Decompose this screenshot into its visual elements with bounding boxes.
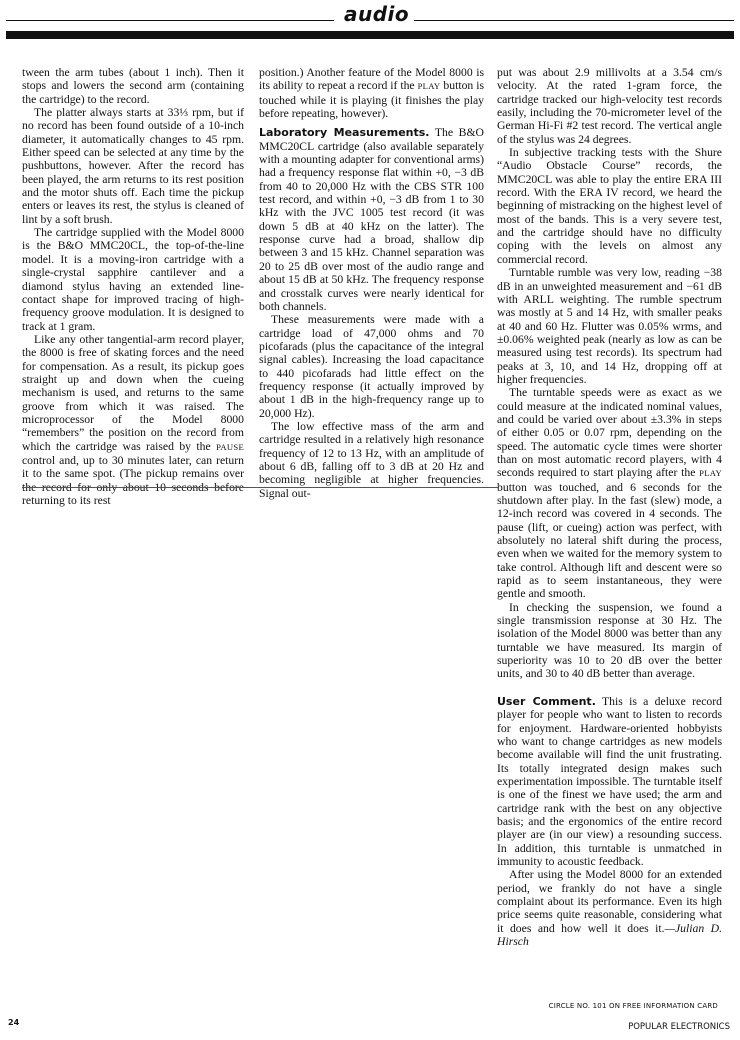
paragraph: position.) Another feature of the Model 8000 is its ability to repeat a record if the PLAY button is touched while it is playing (it finishes the play before repeating, however). (259, 66, 484, 121)
paragraph: These measurements were made with a cartridge load of 47,000 ohms and 70 picofarads (plus the capacitance of the integral signal cables). Increasing the load capacitance to 440 picofarads had little effect on the frequency response (it actually improved by about 1 dB in the high-frequency range up to 20,000 Hz). (259, 313, 484, 420)
column-1 (22, 66, 244, 507)
section-heading-laboratory: Laboratory Measurements. (259, 126, 430, 140)
paragraph: Turntable rumble was very low, reading −38 dB in an unweighted measurement and −61 dB with ARLL weighting. The rumble spectrum was mostly at 5 and 14 Hz, with smaller peaks at 40 and 60 Hz. Flutter was 0.05% wrms, and ±0.06% weighted peak (nearly as low as can be measured using test records). Its spectrum had peaks at 3, 10, and 14 Hz, dropping off at higher frequencies. (497, 266, 722, 386)
paragraph: The cartridge supplied with the Model 8000 is the B&O MMC20CL, the top-of-the-line model. It is a moving-iron cartridge with a single-crystal sapphire cantilever and a diamond stylus having an extended line-contact shape for improved tracing of high-frequency groove modulation. It is designed to track at 1 gram. (22, 226, 244, 333)
column-divider-rule (22, 487, 498, 488)
byline: —Julian D. Hirsch (497, 921, 722, 948)
paragraph: Like any other tangential-arm record player, the 8000 is free of skating forces and the need for compensation. As a result, its pickup goes straight up and down when the cueing mechanism is used, and returns to the same groove from which it was raised. The microprocessor of the Model 8000 “remembers” the position on the record from which the cartridge was raised by the PAUSE control and, up to 30 minutes later, can return it to the same spot. (The pickup remains over the record for only about 10 seconds before returning to its rest (22, 332, 244, 507)
reader-service-note: CIRCLE NO. 101 ON FREE INFORMATION CARD (548, 1002, 718, 1010)
page-number: 24 (8, 1018, 20, 1027)
column-3 (497, 66, 722, 948)
paragraph: tween the arm tubes (about 1 inch). Then it stops and lowers the second arm (containing the cartridge) to the record. (22, 66, 244, 106)
section-title: audio (344, 2, 410, 26)
paragraph: put was about 2.9 millivolts at a 3.54 cm/s velocity. At the rated 1-gram force, the cartridge tracked our high-velocity test records easily, including the 70-micrometer level of the German Hi-Fi #2 test record. The vertical angle of the stylus was 24 degrees. (497, 66, 722, 146)
paragraph: After using the Model 8000 for an extended period, we frankly do not have a single complaint about its performance. Even its high price seems quite reasonable, considering what it does and how well it does it.—Julian D. Hirsch (497, 868, 722, 948)
section-heading-user-comment: User Comment. (497, 694, 596, 708)
paragraph: In checking the suspension, we found a single transmission response at 30 Hz. The isolation of the Model 8000 was better than any turntable we have measured. Its margin of superiority was 10 to 20 dB over the better units, and 30 to 40 dB better than average. (497, 600, 722, 681)
column-2 (259, 66, 484, 500)
header-band (6, 31, 734, 39)
paragraph: The low effective mass of the arm and cartridge resulted in a relatively high resonance frequency of 12 to 13 Hz, with an amplitude of about 6 dB, falling off to 3 dB at 20 Hz and becoming negligible at higher frequencies. Signal out- (259, 419, 484, 500)
paragraph: Laboratory Measurements. The B&O MMC20CL cartridge (also available separately with a mounting adapter for conventional arms) had a frequency response flat within +0, −3 dB from 40 to 20,000 Hz with the CBS STR 100 test record, and within +0, −3 dB from 1 to 30 kHz with the JVC 1005 test record (it was down 5 dB at 40 kHz on the latter). The response curve had a broad, shallow dip between 3 and 15 kHz. Channel separation was 20 to 25 dB over most of the audio range and about 15 dB at 50 kHz. The frequency response and crosstalk curves were nearly identical for both channels. (259, 126, 484, 313)
header-rule-left (6, 20, 334, 21)
paragraph: In subjective tracking tests with the Shure “Audio Obstacle Course” records, the MMC20CL was able to play the entire ERA III record. With the ERA IV record, we heard the beginning of mistracking on the highest level of most of the bands. This is a very severe test, and the cartridge should have no difficulty coping with the levels on almost any commercial record. (497, 146, 722, 266)
paragraph: User Comment. This is a deluxe record player for people who want to listen to records for enjoyment. Hardware-oriented hobbyists who want to change cartridges as new models become available will find the unit frustrating. Its totally integrated design makes such experimentation impossible. The turntable itself is one of the finest we have used; the arm and cartridge rank with the best on any objective basis; and the ergonomics of the entire record player are (in our view) a resounding success. In addition, this turntable is unmatched in immunity to acoustic feedback. (497, 694, 722, 868)
header-rule-right (414, 20, 734, 21)
section-header (6, 4, 734, 40)
paragraph: The turntable speeds were as exact as we could measure at the indicated nominal values, and could be varied over about ±3.3% in steps of either 0.05 or 0.07 rpm, depending on the speed. The automatic cycle times were shorter than on most automatic record players, with 4 seconds required to start playing after the PLAY button was touched, and 6 seconds for the shutdown after play. In the fast (slew) mode, a 12-inch record was covered in 4 seconds. The pause (lift, or cueing) action was perfect, with absolutely no lateral shift during the process, even when we waited for the memory system to take control. Although lift and descent were so rapid as to seem instantaneous, they were gentle and smooth. (497, 386, 722, 601)
magazine-name: POPULAR ELECTRONICS (628, 1022, 730, 1032)
paragraph: The platter always starts at 33⅓ rpm, but if no record has been found outside of a 10-inch diameter, it automatically changes to 45 rpm. Either speed can be selected at any time by the pushbuttons, however. After the record has been played, the arm returns to its rest position and the motor shuts off. Each time the pickup enters or leaves its rest, the stylus is cleaned of lint by a soft brush. (22, 106, 244, 226)
